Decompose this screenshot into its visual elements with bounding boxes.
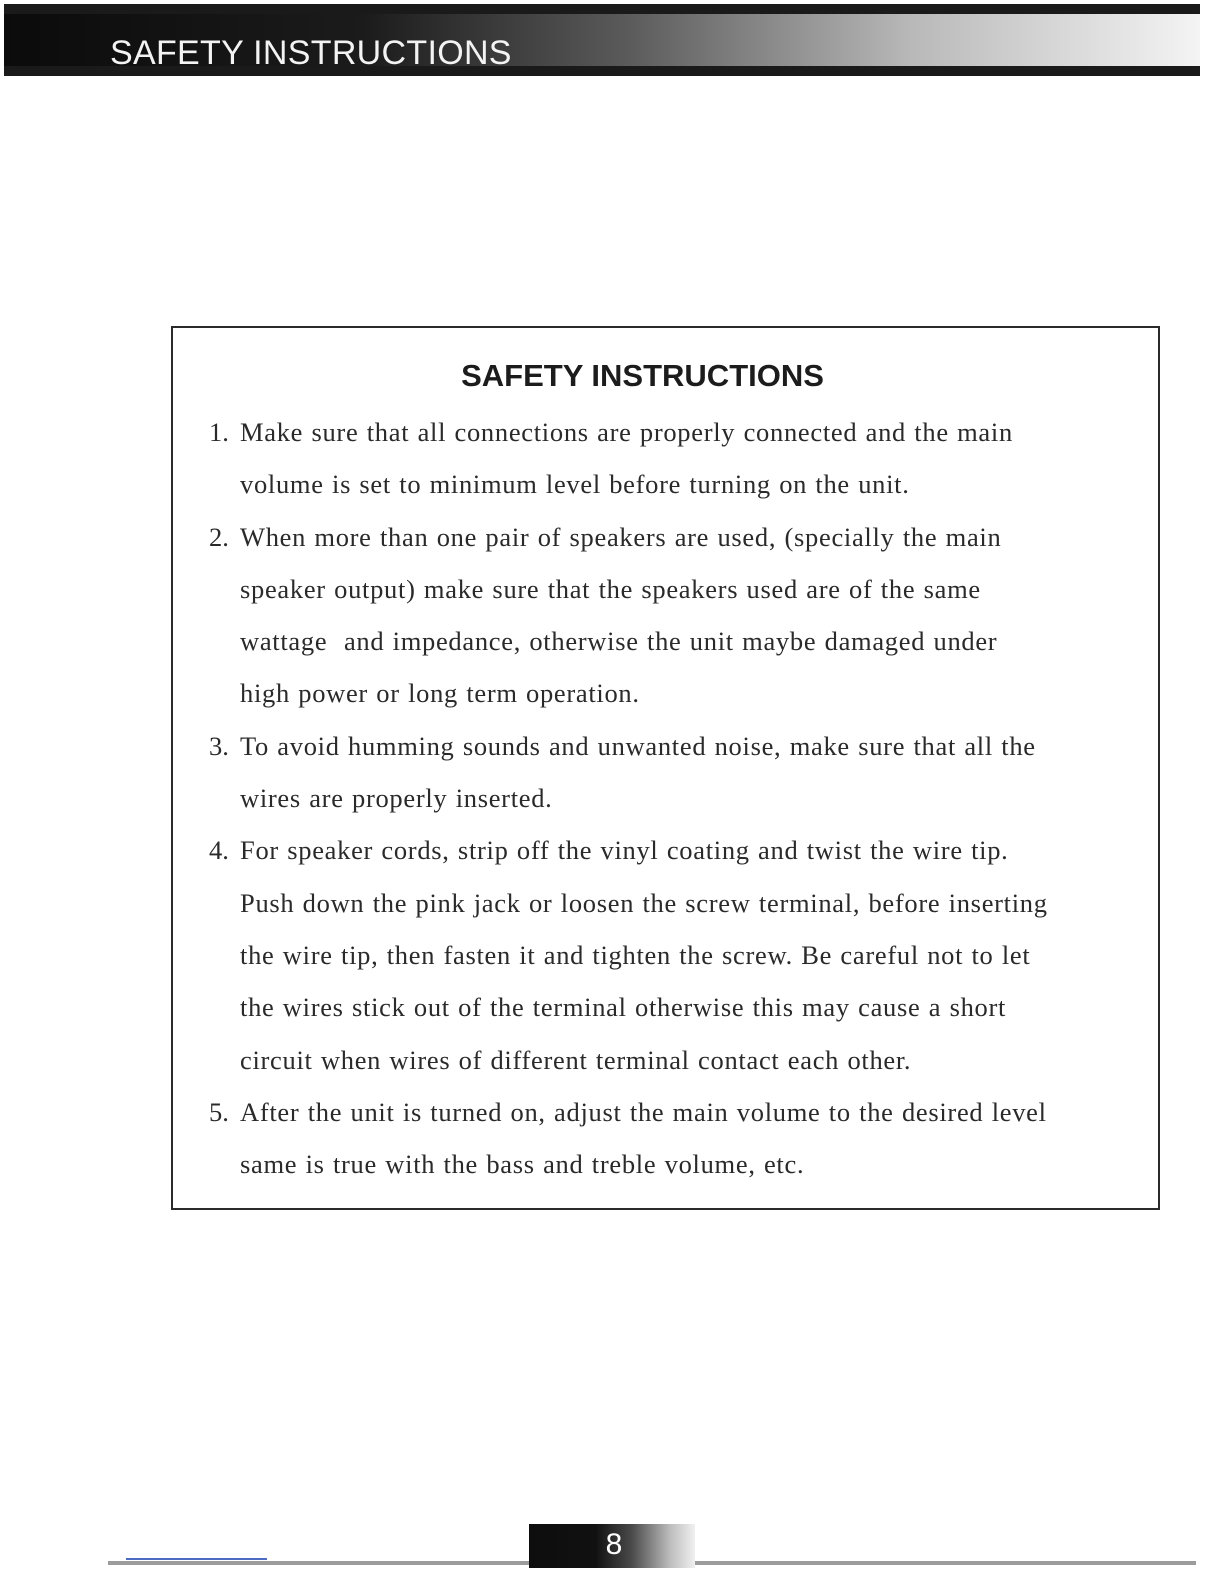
instruction-item-2 <box>209 511 1129 720</box>
instruction-text <box>240 1086 1129 1191</box>
instruction-line: For speaker cords, strip off the vinyl coating and twist the wire tip. <box>240 835 1009 866</box>
instruction-line: Make sure that all connections are properly connected and the main <box>240 417 1013 447</box>
instruction-line: high power or long term operation. <box>240 678 640 709</box>
instruction-text <box>240 511 1129 720</box>
box-title: SAFETY INSTRUCTIONS <box>461 358 824 393</box>
instruction-line: the wires stick out of the terminal otherwise this may cause a short <box>240 992 1007 1023</box>
instruction-line: To avoid humming sounds and unwanted noise, make sure that all the <box>240 730 1036 761</box>
instruction-line: circuit when wires of different terminal contact each other. <box>240 1044 912 1075</box>
instruction-number: 2. <box>209 521 229 552</box>
instruction-item-5 <box>209 1086 1129 1191</box>
safety-instructions-box <box>171 326 1160 1210</box>
instruction-text <box>240 406 1129 511</box>
header-gradient-band <box>4 14 1200 72</box>
instruction-text <box>240 824 1129 1085</box>
instruction-number: 1. <box>209 417 229 447</box>
instruction-line: volume is set to minimum level before turning on the unit. <box>240 469 910 500</box>
instruction-line: After the unit is turned on, adjust the main volume to the desired level <box>240 1096 1047 1127</box>
instruction-line: speaker output) make sure that the speakers used are of the same <box>240 573 981 604</box>
instruction-number: 3. <box>209 730 229 761</box>
instruction-line: the wire tip, then fasten it and tighten the screw. Be careful not to let <box>240 939 1031 970</box>
page-header-bar <box>4 4 1200 76</box>
instruction-item-3 <box>209 720 1129 825</box>
instruction-number: 5. <box>209 1096 229 1127</box>
instruction-line: wattage and impedance, otherwise the unit maybe damaged under <box>240 626 998 657</box>
instruction-line: wires are properly inserted. <box>240 783 553 814</box>
header-title: SAFETY INSTRUCTIONS <box>110 34 512 72</box>
instruction-item-1 <box>209 406 1129 511</box>
instruction-number: 4. <box>209 835 229 866</box>
page-number: 8 <box>605 1528 623 1561</box>
instruction-line: Push down the pink jack or loosen the screw terminal, before inserting <box>240 887 1048 918</box>
instruction-line: same is true with the bass and treble volume, etc. <box>240 1149 805 1180</box>
footer-link-underline <box>126 1558 267 1560</box>
page-number-box <box>529 1524 695 1568</box>
instruction-line: When more than one pair of speakers are used, (specially the main <box>240 521 1002 552</box>
instruction-text <box>240 720 1129 825</box>
instruction-item-4 <box>209 824 1129 1085</box>
instructions-list <box>209 406 1129 1190</box>
